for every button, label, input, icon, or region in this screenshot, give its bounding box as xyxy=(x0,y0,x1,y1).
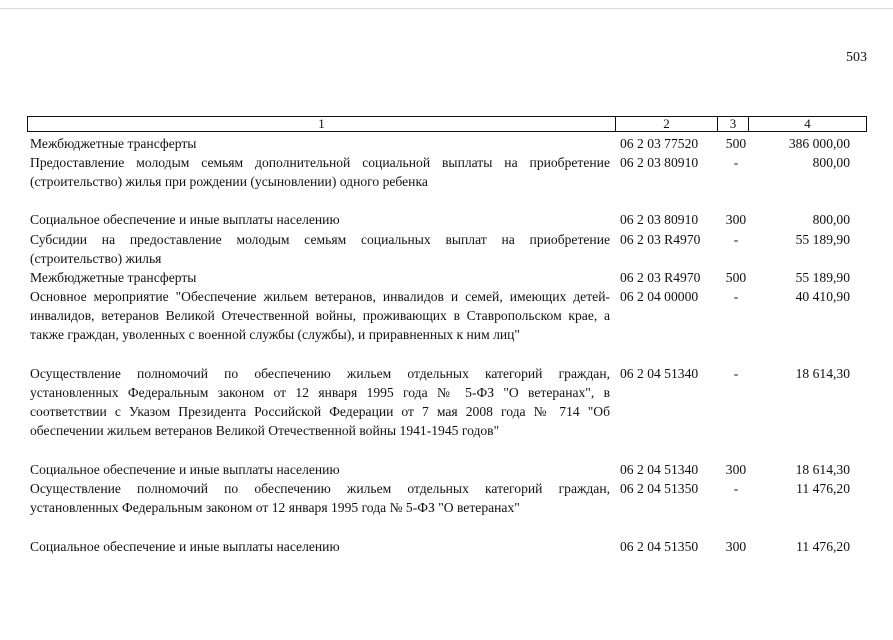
row-type: - xyxy=(733,289,739,304)
row-name: Субсидии на предоставление молодым семьям социальных выплат на приобретение (строительство) жилья xyxy=(30,232,610,266)
row-code: 06 2 04 00000 xyxy=(620,289,699,304)
row-code: 06 2 04 51340 xyxy=(620,366,699,381)
header-col-2: 2 xyxy=(616,117,718,131)
page-number: 503 xyxy=(846,50,867,65)
row-name: Осуществление полномочий по обеспечению жильем отдельных категорий граждан, установленных Федеральным законом от 12 января 1995 года № 5-ФЗ "О ветеранах", в соответствии с Указом Президента Российской Федерации от 7 мая 2008 года № 714 "Об обеспечении жильем ветеранов Великой Отечественной войны 1941-1945 годов" xyxy=(30,366,610,438)
row-type: - xyxy=(733,366,739,381)
header-col-3: 3 xyxy=(718,117,749,131)
row-code: 06 2 03 77520 xyxy=(620,136,699,151)
row-amount: 18 614,30 xyxy=(795,462,850,477)
row-type: - xyxy=(733,155,739,170)
row-amount: 11 476,20 xyxy=(796,481,850,496)
row-code: 06 2 04 51340 xyxy=(620,462,699,477)
row-amount: 55 189,90 xyxy=(795,270,850,285)
scan-artifact-line xyxy=(0,8,893,9)
row-type: 500 xyxy=(725,136,747,151)
table-header xyxy=(27,116,867,132)
row-code: 06 2 03 80910 xyxy=(620,212,699,227)
row-amount: 55 189,90 xyxy=(795,232,850,247)
row-name: Осуществление полномочий по обеспечению жильем отдельных категорий граждан, установленных Федеральным законом от 12 января 1995 года № 5-ФЗ "О ветеранах" xyxy=(30,481,610,515)
row-type: - xyxy=(733,481,739,496)
row-code: 06 2 04 51350 xyxy=(620,481,699,496)
row-name: Социальное обеспечение и иные выплаты населению xyxy=(30,212,340,227)
row-name: Межбюджетные трансферты xyxy=(30,270,197,285)
row-amount: 40 410,90 xyxy=(795,289,850,304)
row-amount: 800,00 xyxy=(812,212,850,227)
row-type: 500 xyxy=(725,270,747,285)
row-type: 300 xyxy=(725,212,747,227)
row-amount: 800,00 xyxy=(812,155,850,170)
row-code: 06 2 03 R4970 xyxy=(620,232,701,247)
header-col-4: 4 xyxy=(804,116,811,131)
row-code: 06 2 04 51350 xyxy=(620,539,699,554)
header-col-1: 1 xyxy=(28,117,616,131)
row-amount: 18 614,30 xyxy=(795,366,850,381)
row-name: Межбюджетные трансферты xyxy=(30,136,197,151)
row-type: 300 xyxy=(725,462,747,477)
row-code: 06 2 03 80910 xyxy=(620,155,699,170)
row-name: Предоставление молодым семьям дополнительной социальной выплаты на приобретение (строительство) жилья при рождении (усыновлении) одного ребенка xyxy=(30,155,610,189)
row-type: 300 xyxy=(725,539,747,554)
row-type: - xyxy=(733,232,739,247)
row-name: Основное мероприятие "Обеспечение жильем ветеранов, инвалидов и семей, имеющих детей-инвалидов, ветеранов Великой Отечественной войны, проживающих в Ставропольском крае, а также граждан, уволенных с военной службы (службы), и приравненных к ним лиц" xyxy=(30,289,610,342)
row-name: Социальное обеспечение и иные выплаты населению xyxy=(30,539,340,554)
row-amount: 386 000,00 xyxy=(788,136,850,151)
row-name: Социальное обеспечение и иные выплаты населению xyxy=(30,462,340,477)
row-code: 06 2 03 R4970 xyxy=(620,270,701,285)
row-amount: 11 476,20 xyxy=(796,539,850,554)
